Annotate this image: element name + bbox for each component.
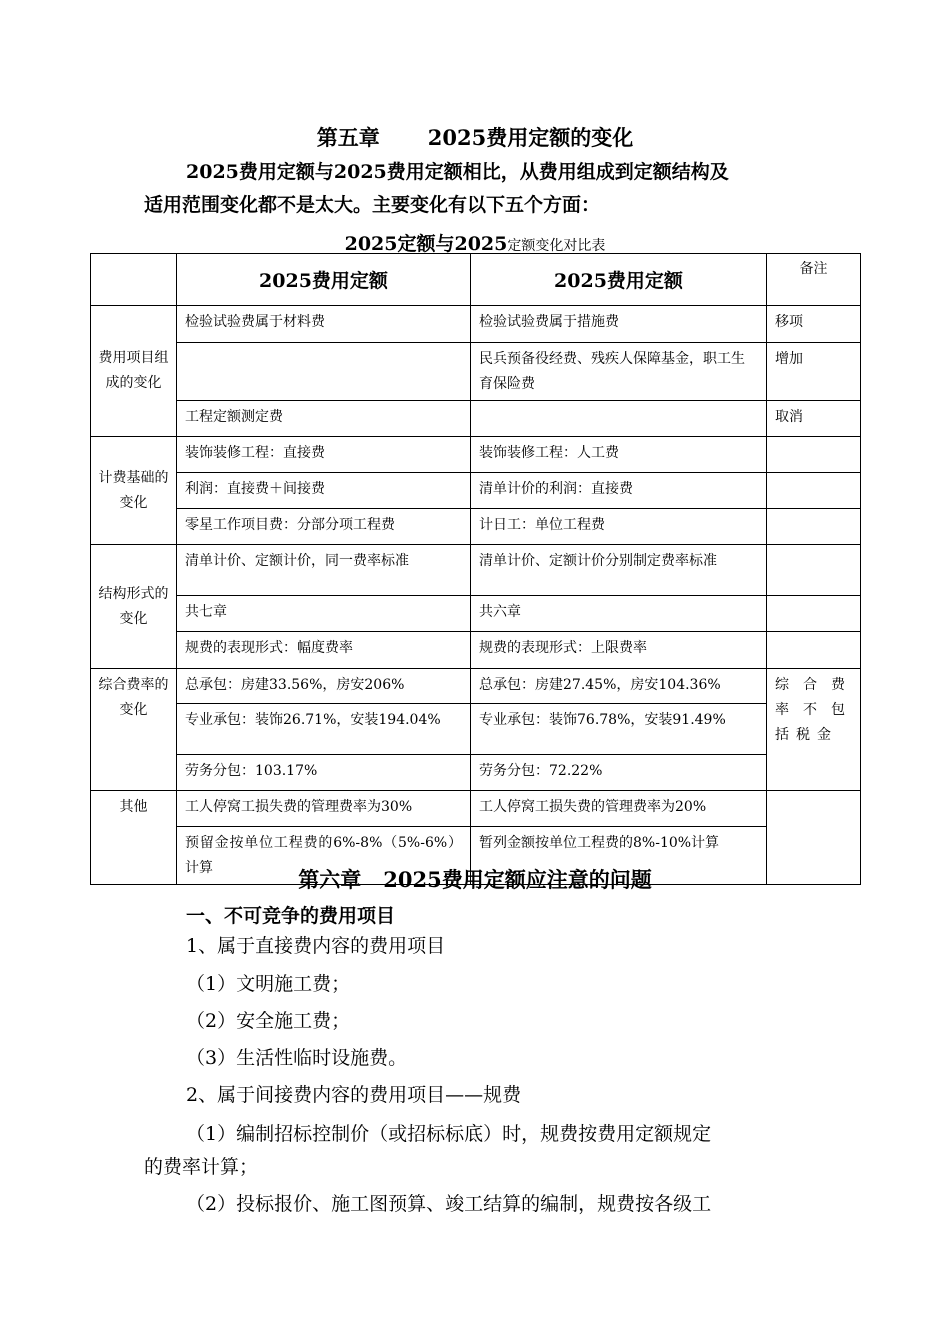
paragraph: 的费率计算； [144,1156,259,1178]
cell-note [767,473,861,509]
paragraph: （1）文明施工费； [186,973,351,995]
cell-new: 检验试验费属于措施费 [471,306,767,343]
table-row [91,704,861,755]
cell-old: 清单计价、定额计价，同一费率标准 [177,545,471,596]
table-header-row [91,254,861,306]
cell-new: 清单计价的利润：直接费 [471,473,767,509]
cell-new: 总承包：房建27.45%，房安104.36% [471,669,767,704]
cell-old: 装饰装修工程：直接费 [177,437,471,473]
cell-note: 增加 [767,343,861,401]
cell-note [767,545,861,596]
cell-old [177,343,471,401]
intro-line-1: 2025费用定额与2025费用定额相比，从费用组成到定额结构及 [186,161,729,183]
cell-old: 劳务分包：103.17% [177,755,471,791]
table-row [91,509,861,545]
table-row [91,401,861,437]
cell-old: 共七章 [177,596,471,632]
cell-note: 综合费率不包括税金 [767,669,861,791]
table-row [91,343,861,401]
comparison-table [90,253,861,885]
cell-note: 移项 [767,306,861,343]
table-row [91,669,861,704]
cell-new: 民兵预备役经费、残疾人保障基金，职工生育保险费 [471,343,767,401]
cell-new: 专业承包：装饰76.78%，安装91.49% [471,704,767,755]
chapter-5-heading [0,122,950,152]
cell-new: 工人停窝工损失费的管理费率为20% [471,791,767,827]
category-cell: 费用项目组成的变化 [91,306,177,437]
table-row [91,632,861,669]
table-row [91,596,861,632]
intro-line-2: 适用范围变化都不是太大。主要变化有以下五个方面： [144,194,601,216]
category-cell: 结构形式的变化 [91,545,177,669]
paragraph: （1）编制招标控制价（或招标标底）时，规费按费用定额规定 [186,1123,712,1145]
category-cell: 计费基础的变化 [91,437,177,545]
chapter-6-heading [0,864,950,894]
category-cell: 综合费率的变化 [91,669,177,791]
chapter-5-title: 2025费用定额的变化 [427,125,634,150]
cell-new: 共六章 [471,596,767,632]
cell-old: 零星工作项目费：分部分项工程费 [177,509,471,545]
cell-old: 专业承包：装饰26.71%，安装194.04% [177,704,471,755]
cell-new: 暂列金额按单位工程费的8%-10%计算 [471,827,767,885]
cell-old: 利润：直接费＋间接费 [177,473,471,509]
section-1-heading: 一、不可竞争的费用项目 [186,905,396,927]
table-caption [0,229,950,256]
cell-old: 总承包：房建33.56%，房安206% [177,669,471,704]
cell-new: 装饰装修工程：人工费 [471,437,767,473]
cell-note: 取消 [767,401,861,437]
cell-old: 工人停窝工损失费的管理费率为30% [177,791,471,827]
chapter-6-title: 2025费用定额应注意的问题 [383,867,652,892]
table-row [91,473,861,509]
table-caption-bold: 2025定额与2025 [344,233,508,255]
paragraph: （2）投标报价、施工图预算、竣工结算的编制，规费按各级工 [186,1193,712,1215]
chapter-6-number: 第六章 [298,867,362,892]
table-row [91,545,861,596]
category-cell: 其他 [91,791,177,885]
cell-note [767,437,861,473]
cell-old: 规费的表现形式：幅度费率 [177,632,471,669]
cell-new [471,401,767,437]
cell-note [767,632,861,669]
paragraph: （2）安全施工费； [186,1010,351,1032]
cell-new: 清单计价、定额计价分别制定费率标准 [471,545,767,596]
cell-old: 预留金按单位工程费的6%-8%（5%-6%）计算 [177,827,471,885]
paragraph: （3）生活性临时设施费。 [186,1047,408,1069]
chapter-5-number: 第五章 [316,125,380,150]
table-row [91,306,861,343]
paragraph: 2、属于间接费内容的费用项目——规费 [186,1084,522,1106]
table-row [91,437,861,473]
cell-new: 规费的表现形式：上限费率 [471,632,767,669]
paragraph: 1、属于直接费内容的费用项目 [186,935,446,957]
table-row [91,755,861,791]
table-caption-small: 定额变化对比表 [507,238,606,254]
cell-old: 工程定额测定费 [177,401,471,437]
cell-note [767,509,861,545]
header-2025-new: 2025费用定额 [471,254,767,306]
header-2025-old: 2025费用定额 [177,254,471,306]
cell-new: 劳务分包：72.22% [471,755,767,791]
cell-old: 检验试验费属于材料费 [177,306,471,343]
cell-note [767,596,861,632]
header-note: 备注 [767,254,861,306]
table-row [91,791,861,827]
cell-new: 计日工：单位工程费 [471,509,767,545]
header-blank [91,254,177,306]
